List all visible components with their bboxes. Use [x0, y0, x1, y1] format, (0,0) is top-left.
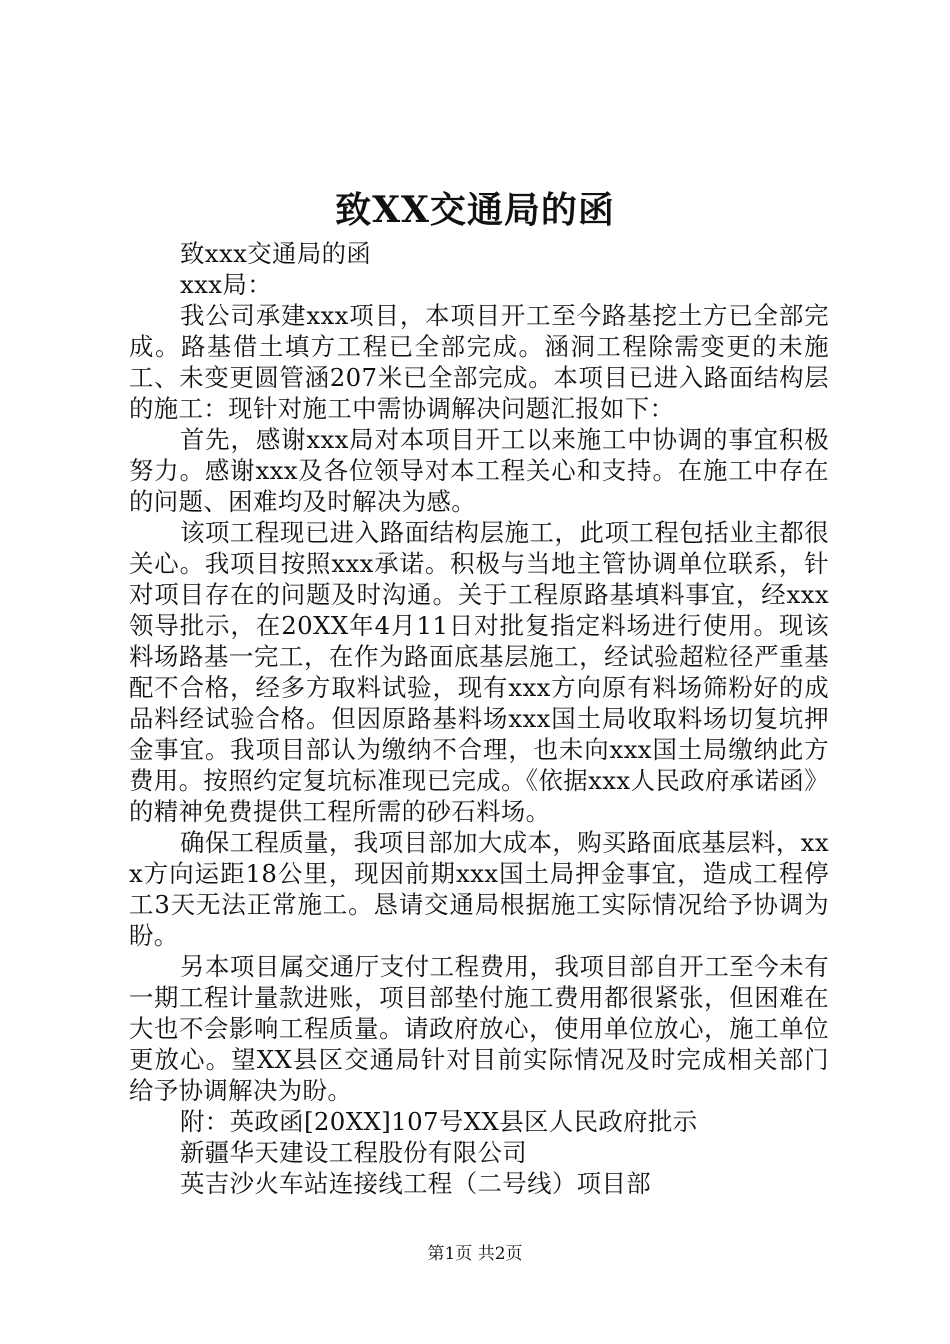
document-title: 致XX交通局的函: [335, 189, 615, 231]
paragraph-material-issue: 该项工程现已进入路面结构层施工，此项工程包括业主都很关心。我项目按照xxx承诺。积极与当地主管协调单位联系，针对项目存在的问题及时沟通。关于工程原路基填料事宜，经xxx领导批示，在20XX年4月11日对批复指定料场进行使用。现该料场路基一完工，在作为路面底基层施工，经试验超粒径严重基配不合格，经多方取料试验，现有xxx方向原有料场筛粉好的成品料经试验合格。但因原路基料场xxx国土局收取料场切复坑押金事宜。我项目部认为缴纳不合理，也未向xxx国土局缴纳此方费用。按照约定复坑标准现已完成。《依据xxx人民政府承诺函》的精神免费提供工程所需的砂石料场。: [129, 518, 829, 826]
paragraph-quality-request: 确保工程质量，我项目部加大成本，购买路面底基层料，xxx方向运距18公里，现因前期xxx国土局押金事宜，造成工程停工3天无法正常施工。恳请交通局根据施工实际情况给予协调为盼。: [129, 828, 829, 950]
attachment-note: 附：英政函[20XX]107号XX县区人民政府批示: [180, 1107, 698, 1136]
page-number-footer: 第1页 共2页: [427, 1244, 523, 1264]
letter-subtitle: 致xxx交通局的函: [180, 239, 372, 268]
letter-salutation: xxx局：: [180, 270, 273, 299]
paragraph-thanks: 首先，感谢xxx局对本项目开工以来施工中协调的事宜积极努力。感谢xxx及各位领导对本工程关心和支持。在施工中存在的问题、困难均及时解决为感。: [129, 425, 829, 516]
document-body: [129, 238, 829, 1199]
paragraph-project-status: 我公司承建xxx项目，本项目开工至今路基挖土方已全部完成。路基借土填方工程已全部完成。涵洞工程除需变更的未施工、未变更圆管涵207米已全部完成。本项目已进入路面结构层的施工：现针对施工中需协调解决问题汇报如下：: [129, 301, 829, 423]
paragraph-payment-issue: 另本项目属交通厅支付工程费用，我项目部自开工至今未有一期工程计量款进账，项目部垫付施工费用都很紧张，但困难在大也不会影响工程质量。请政府放心，使用单位放心，施工单位更放心。望XX县区交通局针对目前实际情况及时完成相关部门给予协调解决为盼。: [129, 952, 829, 1105]
signature-department: 英吉沙火车站连接线工程（二号线）项目部: [180, 1169, 652, 1198]
signature-company: 新疆华天建设工程股份有限公司: [180, 1138, 528, 1167]
